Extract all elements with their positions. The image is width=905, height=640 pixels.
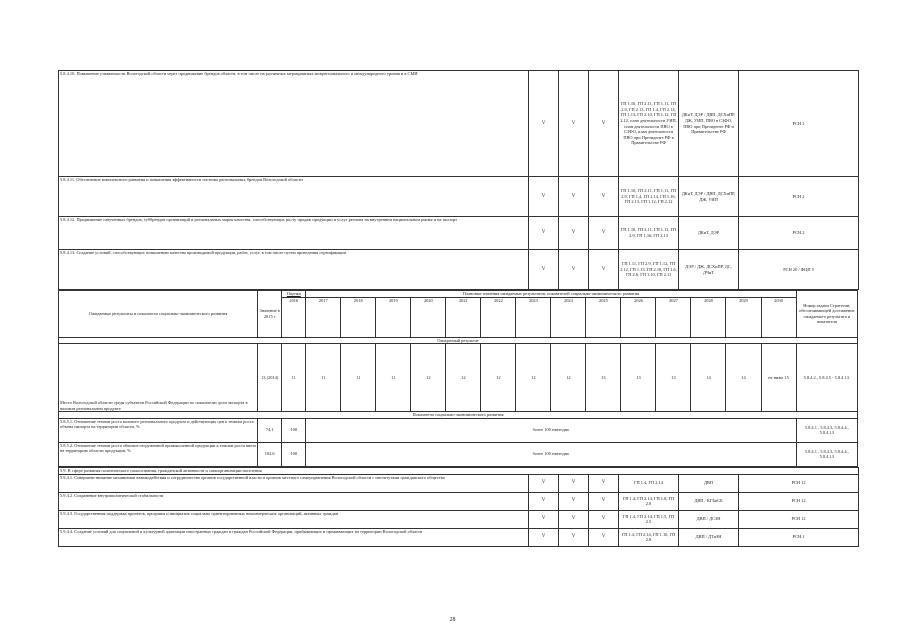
mark-cell: V [529, 250, 559, 290]
agencies-cell: ДВП / КГБиСБ [679, 492, 739, 510]
mark-cell: V [559, 474, 589, 492]
plan-value: 13 [621, 344, 656, 412]
indicator-tasks: 5.8.4.1., 5.8.4.3, 5.8.4.4., 5.8.4.13 [796, 418, 857, 442]
year-cell: 2025 [586, 297, 621, 337]
table-row [59, 510, 859, 528]
mark-cell: V [529, 71, 559, 177]
plan-value: 13 [656, 344, 691, 412]
table-row [59, 177, 859, 217]
programs-cell: ГП 1.4, ГП 2.14, ГП 1.5, ГП 2.5 [619, 510, 679, 528]
mark-cell: V [529, 510, 559, 528]
code-cell: РСН 12 [739, 510, 859, 528]
code-cell: РСН 12 [739, 474, 859, 492]
code-cell: РСН 2 [739, 217, 859, 250]
year-cell: 2024 [551, 297, 586, 337]
task-text: 5.9.4.4. Создание условий для социальной и культурной адаптации иностранных граждан и граждан Российской Федерации, прибывающих и проживающих на территории Вологодской области [59, 528, 529, 546]
section-title-row [59, 467, 859, 474]
year-cell: 2028 [691, 297, 726, 337]
estimate-header: Оценка [282, 291, 306, 298]
expected-result-row [59, 337, 858, 344]
programs-cell: ГП 1.10, ГП 2.11, ГП 1.11, ГП 2.9, ГП 2.13, ГП 1.4, ГП 2.14, ГП 1.13, ГП 2.10, ГП 1.12, ГП 2.12, план деятельности УИП, план деятельности ПВО в СЗФО, план деятельности ПВО при Президенте РФ в Правительстве РФ [619, 71, 679, 177]
indicator-row [59, 418, 858, 442]
plan-value: 12 [551, 344, 586, 412]
mark-cell: V [559, 492, 589, 510]
result-row [59, 344, 858, 412]
result-label: Место Вологодской области среди субъектов Российской Федерации по показателю доли экспорта в валовом региональном продукте [59, 344, 258, 412]
year-cell: 2017 [306, 297, 341, 337]
agencies-cell: ДКиТ, ДЭР / ДВП, ДСХиПР, ДЖ, УИП [679, 177, 739, 217]
mark-cell: V [589, 71, 619, 177]
mark-cell: V [589, 528, 619, 546]
plan-value: 12 [516, 344, 551, 412]
year-cell: 2022 [481, 297, 516, 337]
plan-value: 14 [691, 344, 726, 412]
mark-cell: V [559, 510, 589, 528]
indicator-estimate: 100 [282, 418, 306, 442]
agencies-cell: ДВП / ДСЗН [679, 510, 739, 528]
table-row [59, 474, 859, 492]
code-cell: РСН 20 / ФЦП 5 [739, 250, 859, 290]
plan-value: 14 [726, 344, 761, 412]
plan-value: 11 [282, 344, 306, 412]
document-page [58, 70, 858, 547]
programs-cell: ГП 1.4, ГП 2.14, ГП 1.10, ГП 2.8 [619, 528, 679, 546]
mark-cell: V [589, 250, 619, 290]
plan-header: Плановые значения ожидаемых результатов, показателей социально-экономического развития [306, 291, 796, 298]
agencies-cell: ДКиТ, ДЭР / ДВП, ДСХиПР, ДЖ, УИП, ПВО в СЗФО, ПВО при Президенте РФ и Правительстве РФ [679, 71, 739, 177]
task-text: 5.9.4.1. Совершенствование механизмов взаимодействия и сотрудничества органов государственной власти и органов местного самоуправления Вологодской области с институтами гражданского общества [59, 474, 529, 492]
plan-value: 13 [586, 344, 621, 412]
year-cell: 2019 [376, 297, 411, 337]
results-header: Ожидаемые результаты и показатели социально-экономического развития [59, 291, 258, 338]
year-cell: 2020 [411, 297, 446, 337]
task-text: 5.9.4.2. Сохранение внутриполитической стабильности [59, 492, 529, 510]
results-table [58, 290, 858, 467]
indicator-range: более 100 ежегодно [306, 418, 796, 442]
mark-cell: V [529, 492, 559, 510]
indicators-label: Показатели социально-экономического развития [59, 412, 858, 419]
mark-cell: V [529, 217, 559, 250]
table-row [59, 250, 859, 290]
agencies-cell: ДЭР / ДЖ, ДСХиПР, ДС, ДЧиТ [679, 250, 739, 290]
table-row [59, 217, 859, 250]
indicator-base: 74,1 [258, 418, 282, 442]
indicator-label: 5.8.5.1. Отношение темпов роста валового регионального продукта и действующих цен к темпам роста объема импорта на территории области, % [59, 418, 258, 442]
header-row [59, 291, 858, 298]
mark-cell: V [529, 528, 559, 546]
programs-cell: ГП 1.4, ГП 2.14 [619, 474, 679, 492]
tasks-table-top [58, 70, 859, 290]
mark-cell: V [589, 510, 619, 528]
mark-cell: V [589, 492, 619, 510]
section-title: 5.9. В сфере развития политического самосознания, гражданской активности и самоорганизации населения [59, 467, 859, 474]
year-cell: 2023 [516, 297, 551, 337]
mark-cell: V [529, 177, 559, 217]
year-cell: 2030 [761, 297, 796, 337]
indicator-estimate: 100 [282, 442, 306, 466]
tasks-table-bottom [58, 467, 859, 547]
indicator-label: 5.8.5.2. Отношение темпов роста объемов отгруженной промышленной продукции к темпам роста ввоза на территорию области продукции, % [59, 442, 258, 466]
code-cell: РСН 2 [739, 71, 859, 177]
year-cell: 2029 [726, 297, 761, 337]
plan-value: 12 [446, 344, 481, 412]
agencies-cell: ДВП / ДТиЗН [679, 528, 739, 546]
task-text: 5.8.4.13. Создание условий, способствующих повышению качества производимой продукции, работ, услуг, в том числе путем проведения сертификации [59, 250, 529, 290]
year-cell: 2026 [621, 297, 656, 337]
year-cell: 2027 [656, 297, 691, 337]
programs-cell: ГП 1.11, ГП 2.9, ГП 1.12, ГП 2.12, ГП 1.13, ГП 2.10, ГП 1.6, ГП 2.6, ГП 1.10, ГП 2.11 [619, 250, 679, 290]
indicators-label-row [59, 412, 858, 419]
code-cell: РСН 12 [739, 492, 859, 510]
plan-value: 11 [341, 344, 376, 412]
indicator-row [59, 442, 858, 466]
code-cell: РСН 2 [739, 177, 859, 217]
year-cell: 2021 [446, 297, 481, 337]
plan-value: не ниже 15 [761, 344, 796, 412]
mark-cell: V [559, 177, 589, 217]
table-row [59, 528, 859, 546]
mark-cell: V [559, 217, 589, 250]
task-text: 5.8.4.12. Продвижение озвученных брендов, суббрендов организаций и региональных марок качества, способствующих росту продаж продукции и услуг региона на внутреннем национальном рынке и на экспорт [59, 217, 529, 250]
mark-cell: V [589, 177, 619, 217]
mark-cell: V [589, 474, 619, 492]
code-cell: РСН 1 [739, 528, 859, 546]
indicator-tasks: 5.8.4.1., 5.8.4.3, 5.8.4.4., 5.8.4.13 [796, 442, 857, 466]
table-row [59, 492, 859, 510]
plan-value: 12 [411, 344, 446, 412]
result-tasks: 5.8.4.2., 5.8.4.5 - 5.8.4.13. [796, 344, 857, 412]
programs-cell: ГП 1.4, ГП 2.14, ГП 1.8, ГП 2.8 [619, 492, 679, 510]
indicator-range: более 100 ежегодно [306, 442, 796, 466]
task-text: 5.9.4.3. Государственная поддержка проектов, программ и инициатив социально ориентированных некоммерческих организаций, активных граждан [59, 510, 529, 528]
plan-value: 12 [481, 344, 516, 412]
mark-cell: V [559, 71, 589, 177]
page-number: 28 [449, 617, 456, 623]
agencies-cell: ДКиТ, ДЭР [679, 217, 739, 250]
mark-cell: V [529, 474, 559, 492]
mark-cell: V [589, 217, 619, 250]
agencies-cell: ДВП [679, 474, 739, 492]
task-number-header: Номер задачи Стратегии, обеспечивающей достижение ожидаемого результата и показателя [796, 291, 857, 338]
base-value: 13 (2014) [258, 344, 282, 412]
task-text: 5.8.4.11. Обеспечение комплексного развития и повышения эффективности системы региональных брендов Вологодской области [59, 177, 529, 217]
task-text: 5.8.4.10. Повышение узнаваемости Вологодской области через продвижение брендов области, в том числе на различных мероприятиях межрегионального и международного уровня и в СМИ [59, 71, 529, 177]
programs-cell: ГП 1.10, ГП 2.11, ГП 1.11, ГП 2.9, ГП 1.16, ГП 2.13 [619, 217, 679, 250]
year-cell: 2018 [341, 297, 376, 337]
value-2015-header: Значение в 2015 г [258, 291, 282, 338]
mark-cell: V [559, 250, 589, 290]
mark-cell: V [559, 528, 589, 546]
year-cell: 2016 [282, 297, 306, 337]
expected-result-label: Ожидаемый результат [59, 337, 858, 344]
plan-value: 11 [306, 344, 341, 412]
table-row [59, 71, 859, 177]
plan-value: 11 [376, 344, 411, 412]
indicator-base: 102,6 [258, 442, 282, 466]
programs-cell: ГП 1.10, ГП 2.11, ГП 1.11, ГП 2.9, ГП 1.4, ГП 2.14, ГП 1.16, ГП 2.13, ГП 1.12, ГП 2.12 [619, 177, 679, 217]
